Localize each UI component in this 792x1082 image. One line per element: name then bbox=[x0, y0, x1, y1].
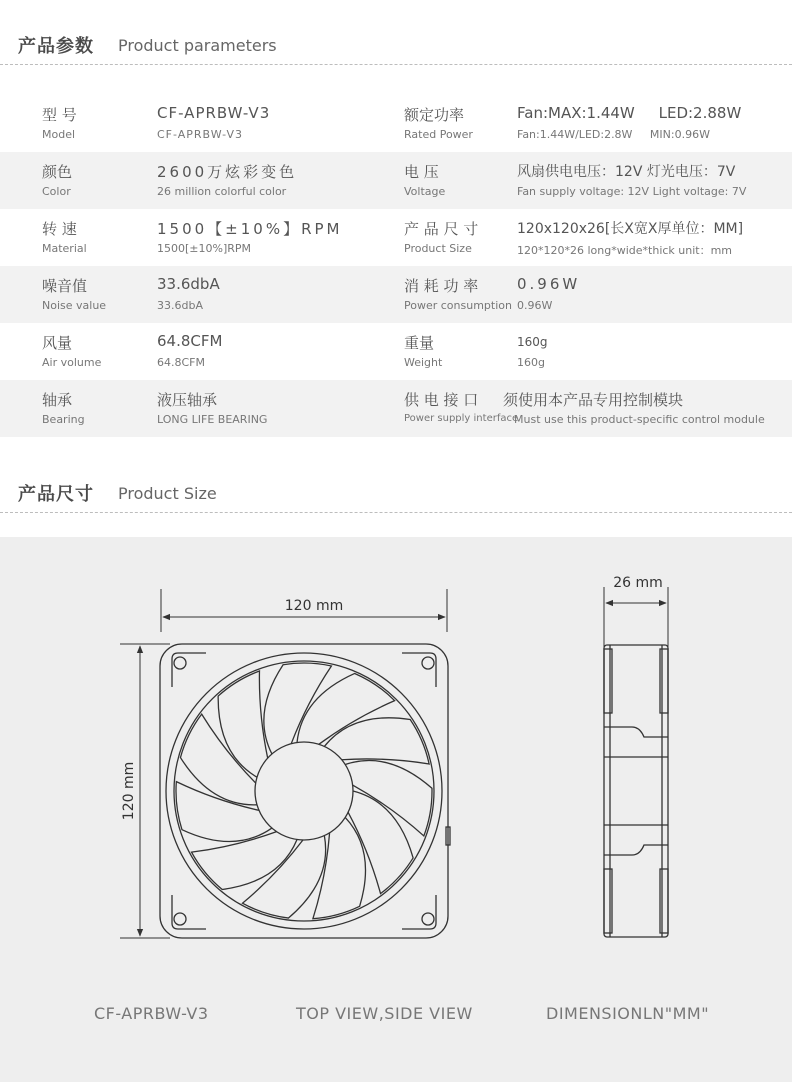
value-en: 26 million colorful color bbox=[157, 185, 287, 198]
params-title-cn: 产品参数 bbox=[18, 36, 94, 57]
label-cn: 型 号 bbox=[42, 106, 77, 124]
label-en: Noise value bbox=[42, 299, 107, 312]
value-cn: Fan:MAX:1.44W LED:2.88W bbox=[517, 104, 742, 122]
label-cn: 消 耗 功 率 bbox=[404, 277, 479, 295]
value-en: Fan supply voltage: 12V Light voltage: 7V bbox=[517, 185, 747, 198]
depth-label: 26 mm bbox=[613, 575, 663, 591]
label-cn: 供 电 接 口 bbox=[404, 391, 479, 409]
label-en: Power supply interface bbox=[404, 413, 519, 424]
value-cn: 须使用本产品专用控制模块 bbox=[503, 391, 684, 409]
caption-dimension: DIMENSIONLN"MM" bbox=[546, 1004, 710, 1023]
value-en: 120*120*26 long*wide*thick unit：mm bbox=[517, 244, 733, 257]
size-section-header bbox=[0, 478, 792, 513]
fan-blade bbox=[176, 782, 272, 842]
param-row-speed bbox=[0, 209, 792, 266]
label-cn: 风量 bbox=[42, 334, 73, 352]
value-cn: 2600万炫彩变色 bbox=[157, 163, 298, 181]
value-cn: 160g bbox=[517, 335, 548, 349]
fan-blades bbox=[176, 663, 432, 919]
fan-blade bbox=[180, 714, 257, 805]
depth-dimension bbox=[604, 587, 668, 647]
fan-drawing-svg bbox=[0, 537, 792, 1082]
label-en: Model bbox=[42, 128, 76, 141]
label-en: Color bbox=[42, 185, 71, 198]
value-cn: 33.6dbA bbox=[157, 275, 220, 293]
value-en: 0.96W bbox=[517, 299, 553, 312]
label-cn: 重量 bbox=[404, 334, 435, 352]
value-cn: 0.96W bbox=[517, 275, 581, 293]
fan-top-view bbox=[160, 644, 450, 938]
fan-blade bbox=[297, 673, 395, 744]
label-en: Material bbox=[42, 242, 87, 255]
label-cn: 产 品 尺 寸 bbox=[404, 220, 479, 238]
dimension-drawing bbox=[0, 537, 792, 1082]
param-row-model bbox=[0, 95, 792, 152]
value-cn: 液压轴承 bbox=[157, 391, 218, 409]
label-cn: 噪音值 bbox=[42, 277, 88, 295]
value-cn: 120x120x26[长X宽X厚单位：MM] bbox=[517, 221, 744, 237]
label-cn: 电 压 bbox=[404, 163, 439, 181]
label-en: Product Size bbox=[404, 242, 472, 255]
size-title-en: Product Size bbox=[118, 484, 217, 503]
param-row-color bbox=[0, 152, 792, 209]
height-label: 120 mm bbox=[121, 761, 137, 821]
value-en: 33.6dbA bbox=[157, 299, 203, 312]
label-en: Power consumption bbox=[404, 299, 512, 312]
value-en: 64.8CFM bbox=[157, 356, 205, 369]
value-en: 1500[±10%]RPM bbox=[157, 242, 252, 255]
caption-views: TOP VIEW,SIDE VIEW bbox=[296, 1004, 473, 1023]
value-cn: 64.8CFM bbox=[157, 332, 223, 350]
label-en: Voltage bbox=[404, 185, 446, 198]
value-cn: 风扇供电电压：12V 灯光电压：7V bbox=[517, 164, 736, 180]
params-section-header bbox=[0, 30, 792, 65]
caption-model: CF-APRBW-V3 bbox=[94, 1004, 209, 1023]
size-title-cn: 产品尺寸 bbox=[18, 484, 94, 505]
label-cn: 颜色 bbox=[42, 163, 73, 181]
label-cn: 转 速 bbox=[42, 220, 77, 238]
value-en: 160g bbox=[517, 356, 545, 369]
value-en: CF-APRBW-V3 bbox=[157, 128, 243, 141]
label-en: Bearing bbox=[42, 413, 85, 426]
width-label: 120 mm bbox=[284, 598, 344, 614]
value-cn: CF-APRBW-V3 bbox=[157, 104, 271, 122]
param-row-noise bbox=[0, 266, 792, 323]
value-en: LONG LIFE BEARING bbox=[157, 413, 268, 426]
parameters-table bbox=[0, 95, 792, 437]
label-cn: 额定功率 bbox=[404, 106, 465, 124]
fan-blade bbox=[348, 791, 413, 894]
params-title-en: Product parameters bbox=[118, 36, 277, 55]
value-cn: 1500【±10%】RPM bbox=[157, 220, 343, 238]
param-row-airflow bbox=[0, 323, 792, 380]
label-en: Rated Power bbox=[404, 128, 473, 141]
fan-blade bbox=[242, 836, 325, 918]
value-en: Fan:1.44W/LED:2.8W MIN:0.96W bbox=[517, 128, 710, 141]
label-en: Air volume bbox=[42, 356, 102, 369]
label-en: Weight bbox=[404, 356, 443, 369]
value-en: Must use this product-specific control module bbox=[514, 413, 765, 426]
label-cn: 轴承 bbox=[42, 391, 73, 409]
fan-side-view bbox=[604, 645, 668, 937]
param-row-bearing bbox=[0, 380, 792, 437]
fan-blade bbox=[345, 761, 432, 836]
